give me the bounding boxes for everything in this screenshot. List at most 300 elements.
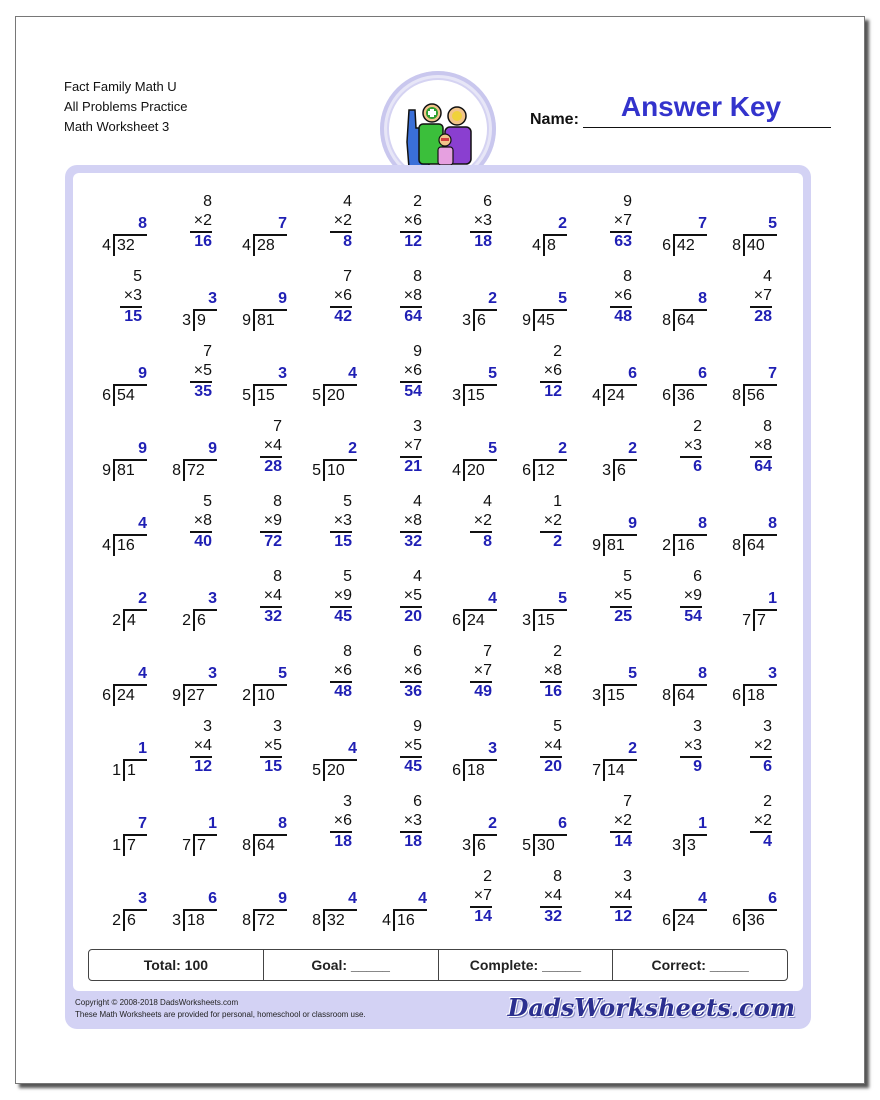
product-answer: 16 xyxy=(194,233,212,250)
divisor: 8 xyxy=(662,687,671,704)
multiplication-problem xyxy=(365,418,435,488)
factor-bottom: ×5 xyxy=(400,587,422,608)
multiplication-problem xyxy=(575,868,645,938)
product-answer: 15 xyxy=(334,533,352,550)
divisor: 9 xyxy=(592,537,601,554)
quotient-answer: 6 xyxy=(208,890,217,907)
product-answer: 18 xyxy=(474,233,492,250)
dividend: 18 xyxy=(183,909,217,931)
division-problem xyxy=(295,418,365,488)
product-answer: 12 xyxy=(404,233,422,250)
complete-field[interactable]: Complete: _____ xyxy=(439,950,614,980)
division-problem xyxy=(645,193,715,263)
quotient-answer: 8 xyxy=(278,815,287,832)
product-answer: 28 xyxy=(264,458,282,475)
divisor: 4 xyxy=(452,462,461,479)
factor-bottom: ×6 xyxy=(540,362,562,383)
factor-bottom: ×5 xyxy=(260,737,282,758)
divisor: 6 xyxy=(522,462,531,479)
quotient-answer: 6 xyxy=(558,815,567,832)
factor-top: 3 xyxy=(623,868,632,885)
quotient-answer: 4 xyxy=(488,590,497,607)
product-answer: 49 xyxy=(474,683,492,700)
dividend: 20 xyxy=(463,459,497,481)
multiplication-problem xyxy=(365,343,435,413)
quotient-answer: 1 xyxy=(698,815,707,832)
factor-bottom: ×4 xyxy=(540,737,562,758)
quotient-answer: 7 xyxy=(768,365,777,382)
division-problem xyxy=(645,268,715,338)
factor-bottom: ×3 xyxy=(400,812,422,833)
division-problem xyxy=(225,868,295,938)
factor-top: 8 xyxy=(203,193,212,210)
divisor: 8 xyxy=(732,237,741,254)
factor-bottom: ×7 xyxy=(750,287,772,308)
factor-top: 5 xyxy=(553,718,562,735)
product-answer: 32 xyxy=(404,533,422,550)
quotient-answer: 9 xyxy=(138,440,147,457)
quotient-answer: 9 xyxy=(138,365,147,382)
divisor: 5 xyxy=(312,387,321,404)
dividend: 32 xyxy=(323,909,357,931)
divisor: 6 xyxy=(662,387,671,404)
dividend: 16 xyxy=(113,534,147,556)
name-label: Name: xyxy=(530,111,579,128)
product-answer: 64 xyxy=(754,458,772,475)
division-problem xyxy=(295,718,365,788)
divisor: 2 xyxy=(112,912,121,929)
quotient-answer: 5 xyxy=(558,290,567,307)
product-answer: 6 xyxy=(763,758,772,775)
dividend: 24 xyxy=(463,609,497,631)
dividend: 81 xyxy=(113,459,147,481)
factor-bottom: ×6 xyxy=(400,362,422,383)
dividend: 6 xyxy=(473,309,497,331)
factor-bottom: ×2 xyxy=(610,812,632,833)
factor-top: 5 xyxy=(623,568,632,585)
factor-bottom: ×5 xyxy=(190,362,212,383)
multiplication-problem xyxy=(365,568,435,638)
factor-top: 7 xyxy=(623,793,632,810)
factor-bottom: ×9 xyxy=(680,587,702,608)
multiplication-problem xyxy=(575,568,645,638)
division-problem xyxy=(295,343,365,413)
product-answer: 72 xyxy=(264,533,282,550)
product-answer: 54 xyxy=(684,608,702,625)
quotient-answer: 4 xyxy=(138,665,147,682)
division-problem xyxy=(85,418,155,488)
factor-top: 1 xyxy=(553,493,562,510)
problem-frame xyxy=(65,165,811,1029)
multiplication-problem xyxy=(715,718,785,788)
division-problem xyxy=(155,643,225,713)
division-problem xyxy=(225,643,295,713)
dividend: 12 xyxy=(533,459,567,481)
multiplication-problem xyxy=(365,193,435,263)
total-field: Total: 100 xyxy=(89,950,264,980)
division-problem xyxy=(435,268,505,338)
multiplication-problem xyxy=(435,493,505,563)
divisor: 7 xyxy=(182,837,191,854)
factor-top: 8 xyxy=(273,493,282,510)
product-answer: 32 xyxy=(264,608,282,625)
product-answer: 14 xyxy=(614,833,632,850)
divisor: 8 xyxy=(662,312,671,329)
factor-top: 8 xyxy=(343,643,352,660)
product-answer: 6 xyxy=(693,458,702,475)
product-answer: 20 xyxy=(404,608,422,625)
multiplication-problem xyxy=(295,493,365,563)
product-answer: 36 xyxy=(404,683,422,700)
division-problem xyxy=(645,643,715,713)
multiplication-problem xyxy=(365,643,435,713)
dividend: 8 xyxy=(543,234,567,256)
factor-bottom: ×3 xyxy=(120,287,142,308)
factor-bottom: ×8 xyxy=(540,662,562,683)
dividend: 28 xyxy=(253,234,287,256)
title-line-1: Fact Family Math U xyxy=(64,79,177,94)
usage-notice: These Math Worksheets are provided for personal, homeschool or classroom use. xyxy=(75,1010,366,1019)
division-problem xyxy=(155,418,225,488)
division-problem xyxy=(505,568,575,638)
division-problem xyxy=(225,268,295,338)
quotient-answer: 6 xyxy=(768,890,777,907)
copyright-text: Copyright © 2008-2018 DadsWorksheets.com xyxy=(75,998,239,1007)
product-answer: 48 xyxy=(614,308,632,325)
goal-field[interactable]: Goal: _____ xyxy=(264,950,439,980)
divisor: 8 xyxy=(732,537,741,554)
multiplication-problem xyxy=(715,418,785,488)
dividend: 45 xyxy=(533,309,567,331)
factor-bottom: ×5 xyxy=(400,737,422,758)
dividend: 18 xyxy=(743,684,777,706)
multiplication-problem xyxy=(645,418,715,488)
division-problem xyxy=(715,343,785,413)
divisor: 4 xyxy=(102,537,111,554)
dividend: 7 xyxy=(193,834,217,856)
divisor: 9 xyxy=(172,687,181,704)
factor-top: 6 xyxy=(413,643,422,660)
dividend: 7 xyxy=(753,609,777,631)
quotient-answer: 5 xyxy=(768,215,777,232)
factor-top: 3 xyxy=(763,718,772,735)
factor-top: 6 xyxy=(693,568,702,585)
factor-top: 2 xyxy=(763,793,772,810)
dividend: 7 xyxy=(123,834,147,856)
quotient-answer: 2 xyxy=(628,740,637,757)
factor-bottom: ×8 xyxy=(750,437,772,458)
multiplication-problem xyxy=(575,793,645,863)
quotient-answer: 3 xyxy=(488,740,497,757)
factor-bottom: ×2 xyxy=(330,212,352,233)
quotient-answer: 3 xyxy=(768,665,777,682)
multiplication-problem xyxy=(155,718,225,788)
quotient-answer: 2 xyxy=(138,590,147,607)
multiplication-problem xyxy=(505,643,575,713)
product-answer: 25 xyxy=(614,608,632,625)
quotient-answer: 5 xyxy=(628,665,637,682)
factor-bottom: ×8 xyxy=(190,512,212,533)
divisor: 4 xyxy=(592,387,601,404)
multiplication-problem xyxy=(575,193,645,263)
multiplication-problem xyxy=(295,643,365,713)
dividend: 16 xyxy=(393,909,427,931)
quotient-answer: 2 xyxy=(348,440,357,457)
quotient-answer: 3 xyxy=(208,290,217,307)
footer-copyright xyxy=(75,997,366,1021)
dividend: 54 xyxy=(113,384,147,406)
division-problem xyxy=(505,193,575,263)
factor-top: 7 xyxy=(343,268,352,285)
divisor: 4 xyxy=(532,237,541,254)
divisor: 3 xyxy=(182,312,191,329)
factor-bottom: ×2 xyxy=(190,212,212,233)
dividend: 42 xyxy=(673,234,707,256)
quotient-answer: 4 xyxy=(348,890,357,907)
product-answer: 40 xyxy=(194,533,212,550)
factor-bottom: ×9 xyxy=(330,587,352,608)
multiplication-problem xyxy=(295,793,365,863)
dividend: 3 xyxy=(683,834,707,856)
correct-field[interactable]: Correct: _____ xyxy=(651,957,749,973)
dividend: 30 xyxy=(533,834,567,856)
quotient-answer: 6 xyxy=(698,365,707,382)
factor-top: 8 xyxy=(273,568,282,585)
dividend: 15 xyxy=(463,384,497,406)
quotient-answer: 2 xyxy=(558,440,567,457)
product-answer: 16 xyxy=(544,683,562,700)
dividend: 9 xyxy=(193,309,217,331)
divisor: 8 xyxy=(242,837,251,854)
multiplication-problem xyxy=(645,568,715,638)
divisor: 8 xyxy=(732,387,741,404)
dividend: 72 xyxy=(183,459,217,481)
multiplication-problem xyxy=(435,193,505,263)
multiplication-problem xyxy=(225,493,295,563)
multiplication-problem xyxy=(155,193,225,263)
multiplication-problem xyxy=(505,718,575,788)
factor-top: 2 xyxy=(483,868,492,885)
quotient-answer: 1 xyxy=(768,590,777,607)
product-answer: 14 xyxy=(474,908,492,925)
division-problem xyxy=(435,418,505,488)
product-answer: 12 xyxy=(544,383,562,400)
division-problem xyxy=(575,643,645,713)
product-answer: 35 xyxy=(194,383,212,400)
division-problem xyxy=(85,568,155,638)
divisor: 4 xyxy=(102,237,111,254)
factor-top: 7 xyxy=(483,643,492,660)
quotient-answer: 2 xyxy=(558,215,567,232)
multiplication-problem xyxy=(85,268,155,338)
quotient-answer: 4 xyxy=(418,890,427,907)
product-answer: 42 xyxy=(334,308,352,325)
multiplication-problem xyxy=(575,268,645,338)
quotient-answer: 9 xyxy=(628,515,637,532)
dividend: 20 xyxy=(323,384,357,406)
factor-bottom: ×7 xyxy=(470,662,492,683)
division-problem xyxy=(435,568,505,638)
factor-bottom: ×2 xyxy=(750,737,772,758)
quotient-answer: 7 xyxy=(278,215,287,232)
quotient-answer: 7 xyxy=(698,215,707,232)
product-answer: 12 xyxy=(194,758,212,775)
dividend: 81 xyxy=(253,309,287,331)
factor-bottom: ×8 xyxy=(400,287,422,308)
quotient-answer: 3 xyxy=(208,665,217,682)
factor-top: 7 xyxy=(273,418,282,435)
title-line-2: All Problems Practice xyxy=(64,99,188,114)
product-answer: 21 xyxy=(404,458,422,475)
divisor: 3 xyxy=(602,462,611,479)
factor-bottom: ×3 xyxy=(680,437,702,458)
division-problem xyxy=(645,868,715,938)
factor-top: 2 xyxy=(553,343,562,360)
quotient-answer: 3 xyxy=(278,365,287,382)
dividend: 24 xyxy=(673,909,707,931)
multiplication-problem xyxy=(365,493,435,563)
multiplication-problem xyxy=(155,493,225,563)
factor-top: 8 xyxy=(553,868,562,885)
factor-top: 8 xyxy=(623,268,632,285)
multiplication-problem xyxy=(365,718,435,788)
divisor: 6 xyxy=(102,387,111,404)
factor-bottom: ×4 xyxy=(540,887,562,908)
product-answer: 12 xyxy=(614,908,632,925)
multiplication-problem xyxy=(225,568,295,638)
divisor: 7 xyxy=(742,612,751,629)
factor-bottom: ×7 xyxy=(610,212,632,233)
factor-bottom: ×6 xyxy=(330,812,352,833)
answer-key-label: Answer Key xyxy=(620,91,782,122)
divisor: 5 xyxy=(522,837,531,854)
dividend: 6 xyxy=(613,459,637,481)
divisor: 2 xyxy=(112,612,121,629)
factor-top: 4 xyxy=(763,268,772,285)
divisor: 3 xyxy=(462,312,471,329)
factor-bottom: ×3 xyxy=(330,512,352,533)
division-problem xyxy=(715,493,785,563)
quotient-answer: 4 xyxy=(138,515,147,532)
dividend: 64 xyxy=(673,309,707,331)
division-problem xyxy=(715,568,785,638)
divisor: 6 xyxy=(662,237,671,254)
quotient-answer: 8 xyxy=(698,515,707,532)
factor-top: 9 xyxy=(623,193,632,210)
factor-top: 8 xyxy=(763,418,772,435)
division-problem xyxy=(435,793,505,863)
quotient-answer: 8 xyxy=(698,665,707,682)
multiplication-problem xyxy=(365,793,435,863)
quotient-answer: 4 xyxy=(698,890,707,907)
factor-bottom: ×7 xyxy=(400,437,422,458)
dividend: 10 xyxy=(323,459,357,481)
name-input-line[interactable] xyxy=(583,127,831,128)
factor-bottom: ×2 xyxy=(470,512,492,533)
divisor: 4 xyxy=(382,912,391,929)
product-answer: 8 xyxy=(483,533,492,550)
dividend: 64 xyxy=(673,684,707,706)
dividend: 4 xyxy=(123,609,147,631)
division-problem xyxy=(155,868,225,938)
factor-top: 9 xyxy=(413,718,422,735)
dividend: 14 xyxy=(603,759,637,781)
division-problem xyxy=(155,793,225,863)
factor-top: 6 xyxy=(413,793,422,810)
dividend: 16 xyxy=(673,534,707,556)
product-answer: 63 xyxy=(614,233,632,250)
dividend: 6 xyxy=(123,909,147,931)
quotient-answer: 5 xyxy=(558,590,567,607)
dividend: 6 xyxy=(193,609,217,631)
quotient-answer: 8 xyxy=(768,515,777,532)
factor-bottom: ×4 xyxy=(190,737,212,758)
dividend: 40 xyxy=(743,234,777,256)
divisor: 6 xyxy=(452,612,461,629)
factor-bottom: ×8 xyxy=(400,512,422,533)
quotient-answer: 2 xyxy=(488,290,497,307)
divisor: 1 xyxy=(112,762,121,779)
quotient-answer: 7 xyxy=(138,815,147,832)
factor-bottom: ×2 xyxy=(540,512,562,533)
quotient-answer: 3 xyxy=(208,590,217,607)
division-problem xyxy=(85,343,155,413)
dividend: 72 xyxy=(253,909,287,931)
dividend: 1 xyxy=(123,759,147,781)
product-answer: 20 xyxy=(544,758,562,775)
divisor: 5 xyxy=(312,762,321,779)
dividend: 20 xyxy=(323,759,357,781)
factor-top: 5 xyxy=(343,493,352,510)
factor-bottom: ×9 xyxy=(260,512,282,533)
factor-bottom: ×6 xyxy=(330,662,352,683)
quotient-answer: 4 xyxy=(348,740,357,757)
title-line-3: Math Worksheet 3 xyxy=(64,119,170,134)
multiplication-problem xyxy=(505,868,575,938)
multiplication-problem xyxy=(645,718,715,788)
product-answer: 9 xyxy=(693,758,702,775)
division-problem xyxy=(85,193,155,263)
score-bar xyxy=(88,949,788,981)
factor-bottom: ×6 xyxy=(400,212,422,233)
factor-bottom: ×7 xyxy=(470,887,492,908)
dividend: 15 xyxy=(533,609,567,631)
division-problem xyxy=(225,193,295,263)
divisor: 6 xyxy=(452,762,461,779)
factor-bottom: ×5 xyxy=(610,587,632,608)
divisor: 9 xyxy=(242,312,251,329)
multiplication-problem xyxy=(435,868,505,938)
division-problem xyxy=(575,418,645,488)
divisor: 1 xyxy=(112,837,121,854)
factor-bottom: ×6 xyxy=(330,287,352,308)
factor-top: 3 xyxy=(693,718,702,735)
worksheet-title xyxy=(64,77,188,137)
multiplication-problem xyxy=(505,493,575,563)
quotient-answer: 9 xyxy=(278,290,287,307)
factor-top: 3 xyxy=(413,418,422,435)
division-problem xyxy=(715,868,785,938)
factor-top: 9 xyxy=(413,343,422,360)
quotient-answer: 6 xyxy=(628,365,637,382)
dividend: 36 xyxy=(743,909,777,931)
quotient-answer: 1 xyxy=(208,815,217,832)
divisor: 6 xyxy=(732,912,741,929)
factor-top: 5 xyxy=(203,493,212,510)
multiplication-problem xyxy=(365,268,435,338)
factor-top: 2 xyxy=(693,418,702,435)
dividend: 36 xyxy=(673,384,707,406)
